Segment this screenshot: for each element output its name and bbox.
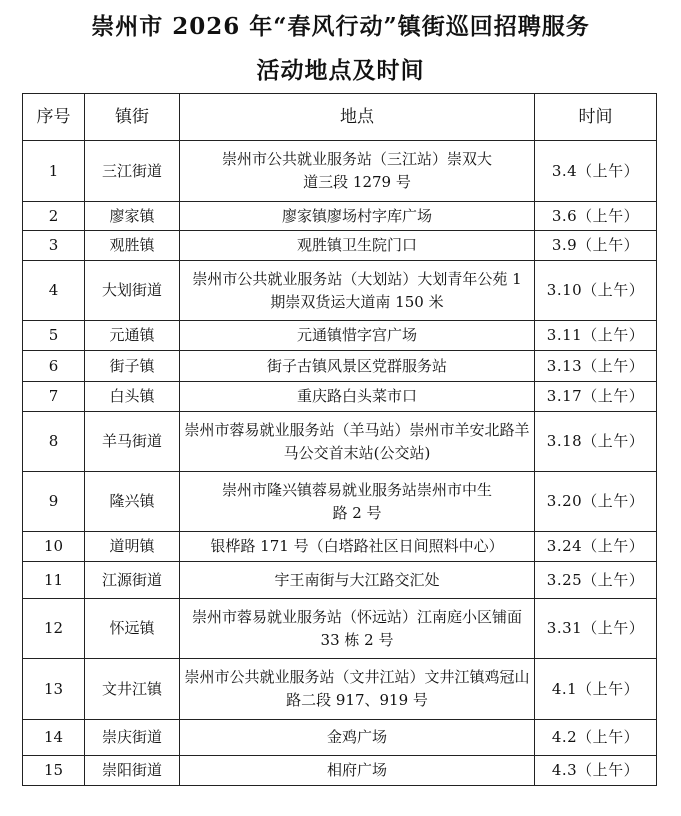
cell-place: 廖家镇廖场村字库广场: [180, 202, 535, 231]
cell-time: 3.24（上午）: [535, 532, 657, 562]
cell-place: 崇州市蓉易就业服务站（怀远站）江南庭小区铺面 33 栋 2 号: [180, 599, 535, 659]
cell-no: 7: [23, 382, 85, 412]
cell-town: 崇阳街道: [85, 756, 180, 786]
cell-town: 三江街道: [85, 141, 180, 202]
cell-time: 3.9（上午）: [535, 231, 657, 261]
cell-place: 街子古镇风景区党群服务站: [180, 351, 535, 382]
header-town: 镇街: [85, 94, 180, 141]
header-no: 序号: [23, 94, 85, 141]
cell-time: 3.6（上午）: [535, 202, 657, 231]
schedule-table: [22, 93, 657, 786]
cell-time: 3.4（上午）: [535, 141, 657, 202]
cell-no: 6: [23, 351, 85, 382]
cell-town: 文井江镇: [85, 659, 180, 720]
cell-town: 街子镇: [85, 351, 180, 382]
cell-town: 大划街道: [85, 261, 180, 321]
cell-time: 3.10（上午）: [535, 261, 657, 321]
cell-place: 崇州市公共就业服务站（大划站）大划青年公苑 1 期崇双货运大道南 150 米: [180, 261, 535, 321]
table-row: [23, 659, 657, 720]
cell-town: 元通镇: [85, 321, 180, 351]
document-title: 崇州市 2026 年“春风行动”镇街巡回招聘服务: [91, 13, 590, 40]
cell-town: 道明镇: [85, 532, 180, 562]
table-row: [23, 351, 657, 382]
table-row: [23, 382, 657, 412]
cell-no: 12: [23, 599, 85, 659]
cell-place: 崇州市隆兴镇蓉易就业服务站崇州市中生路 2 号: [180, 472, 535, 532]
cell-time: 3.17（上午）: [535, 382, 657, 412]
cell-no: 8: [23, 412, 85, 472]
cell-no: 2: [23, 202, 85, 231]
table-row: [23, 202, 657, 231]
table-row: [23, 412, 657, 472]
table-row: [23, 599, 657, 659]
header-place: 地点: [180, 94, 535, 141]
cell-time: 4.1（上午）: [535, 659, 657, 720]
cell-town: 羊马街道: [85, 412, 180, 472]
table-row: [23, 720, 657, 756]
cell-no: 4: [23, 261, 85, 321]
cell-place: 宇王南街与大江路交汇处: [180, 562, 535, 599]
cell-time: 4.3（上午）: [535, 756, 657, 786]
table-row: [23, 261, 657, 321]
table-header-row: [23, 94, 657, 141]
cell-town: 江源街道: [85, 562, 180, 599]
table-row: [23, 141, 657, 202]
cell-time: 3.25（上午）: [535, 562, 657, 599]
cell-time: 3.20（上午）: [535, 472, 657, 532]
cell-no: 10: [23, 532, 85, 562]
cell-no: 13: [23, 659, 85, 720]
cell-place: 金鸡广场: [180, 720, 535, 756]
document-subtitle: 活动地点及时间: [256, 57, 425, 84]
cell-no: 1: [23, 141, 85, 202]
cell-place: 观胜镇卫生院门口: [180, 231, 535, 261]
cell-place: 崇州市公共就业服务站（文井江站）文井江镇鸡冠山路二段 917、919 号: [180, 659, 535, 720]
cell-no: 5: [23, 321, 85, 351]
cell-time: 3.11（上午）: [535, 321, 657, 351]
cell-no: 3: [23, 231, 85, 261]
table-row: [23, 532, 657, 562]
cell-place: 崇州市公共就业服务站（三江站）崇双大道三段 1279 号: [180, 141, 535, 202]
cell-no: 14: [23, 720, 85, 756]
cell-place: 银桦路 171 号（白塔路社区日间照料中心）: [180, 532, 535, 562]
table-row: [23, 472, 657, 532]
cell-no: 11: [23, 562, 85, 599]
cell-town: 廖家镇: [85, 202, 180, 231]
cell-no: 9: [23, 472, 85, 532]
cell-place: 相府广场: [180, 756, 535, 786]
cell-time: 3.13（上午）: [535, 351, 657, 382]
table-row: [23, 756, 657, 786]
cell-town: 怀远镇: [85, 599, 180, 659]
cell-time: 3.31（上午）: [535, 599, 657, 659]
cell-town: 崇庆街道: [85, 720, 180, 756]
table-row: [23, 321, 657, 351]
cell-time: 4.2（上午）: [535, 720, 657, 756]
header-time: 时间: [535, 94, 657, 141]
cell-place: 元通镇惜字宫广场: [180, 321, 535, 351]
cell-no: 15: [23, 756, 85, 786]
table-row: [23, 562, 657, 599]
cell-town: 隆兴镇: [85, 472, 180, 532]
cell-time: 3.18（上午）: [535, 412, 657, 472]
cell-place: 重庆路白头菜市口: [180, 382, 535, 412]
cell-town: 观胜镇: [85, 231, 180, 261]
cell-place: 崇州市蓉易就业服务站（羊马站）崇州市羊安北路羊马公交首末站(公交站): [180, 412, 535, 472]
cell-town: 白头镇: [85, 382, 180, 412]
table-row: [23, 231, 657, 261]
